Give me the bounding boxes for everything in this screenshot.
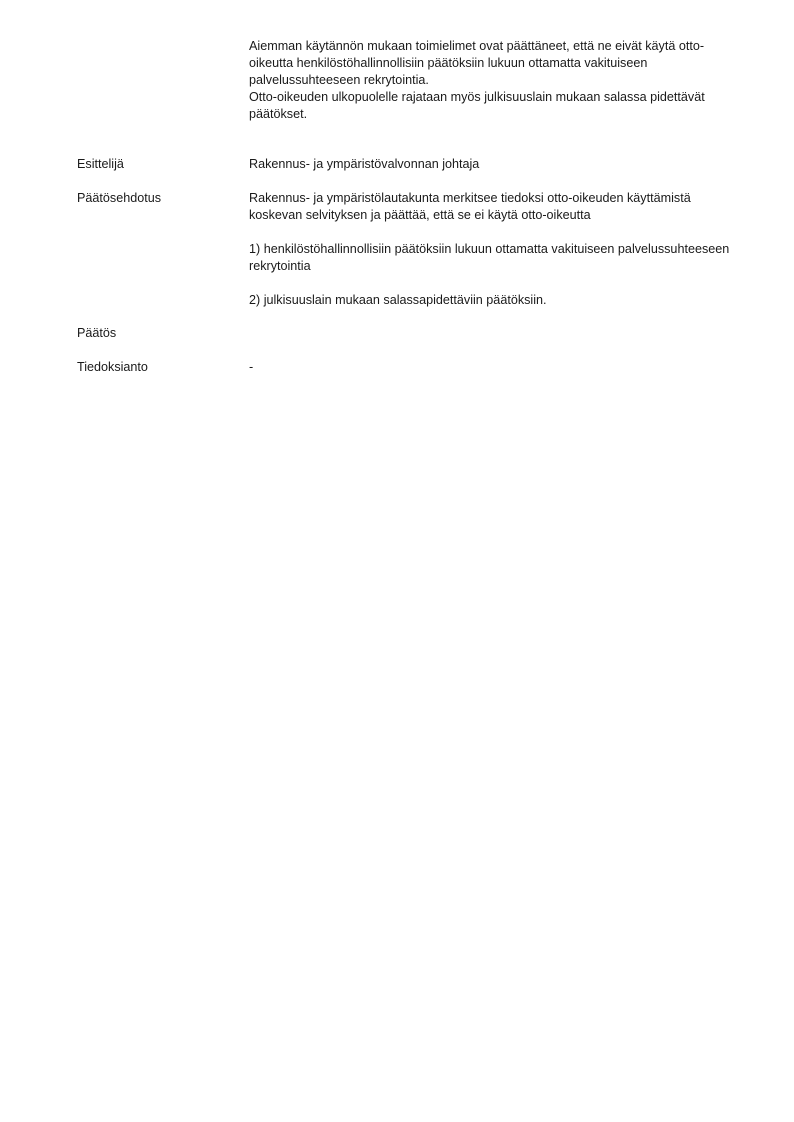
field-label: Päätösehdotus xyxy=(77,191,162,205)
field-label: Tiedoksianto xyxy=(77,360,148,374)
proposal-item: 1) henkilöstöhallinnollisiin päätöksiin lukuun ottamatta vakituiseen palvelussuhteeseen rekrytointia xyxy=(249,242,730,273)
intro-section xyxy=(249,38,729,123)
proposal-paragraph: Rakennus- ja ympäristölautakunta merkitsee tiedoksi otto-oikeuden käyttämistä koskevan selvityksen ja päättää, että se ei käytä otto-oikeutta xyxy=(249,191,691,222)
field-value xyxy=(249,359,737,376)
proposal-item: 2) julkisuuslain mukaan salassapidettäviin päätöksiin. xyxy=(249,293,547,307)
field-label: Esittelijä xyxy=(77,157,124,171)
tiedoksianto-value: - xyxy=(249,360,254,374)
esittelija-value: Rakennus- ja ympäristövalvonnan johtaja xyxy=(249,157,480,171)
intro-paragraph: Aiemman käytännön mukaan toimielimet ovat päättäneet, että ne eivät käytä otto-oikeutta henkilöstöhallinnollisiin päätöksiin lukuun ottamatta vakituiseen palvelussuhteeseen rekrytointia. xyxy=(249,39,705,87)
field-value xyxy=(249,156,737,173)
intro-paragraph: Otto-oikeuden ulkopuolelle rajataan myös julkisuuslain mukaan salassa pidettävät päätökset. xyxy=(249,90,705,121)
field-label: Päätös xyxy=(77,326,117,340)
field-value xyxy=(249,190,737,309)
